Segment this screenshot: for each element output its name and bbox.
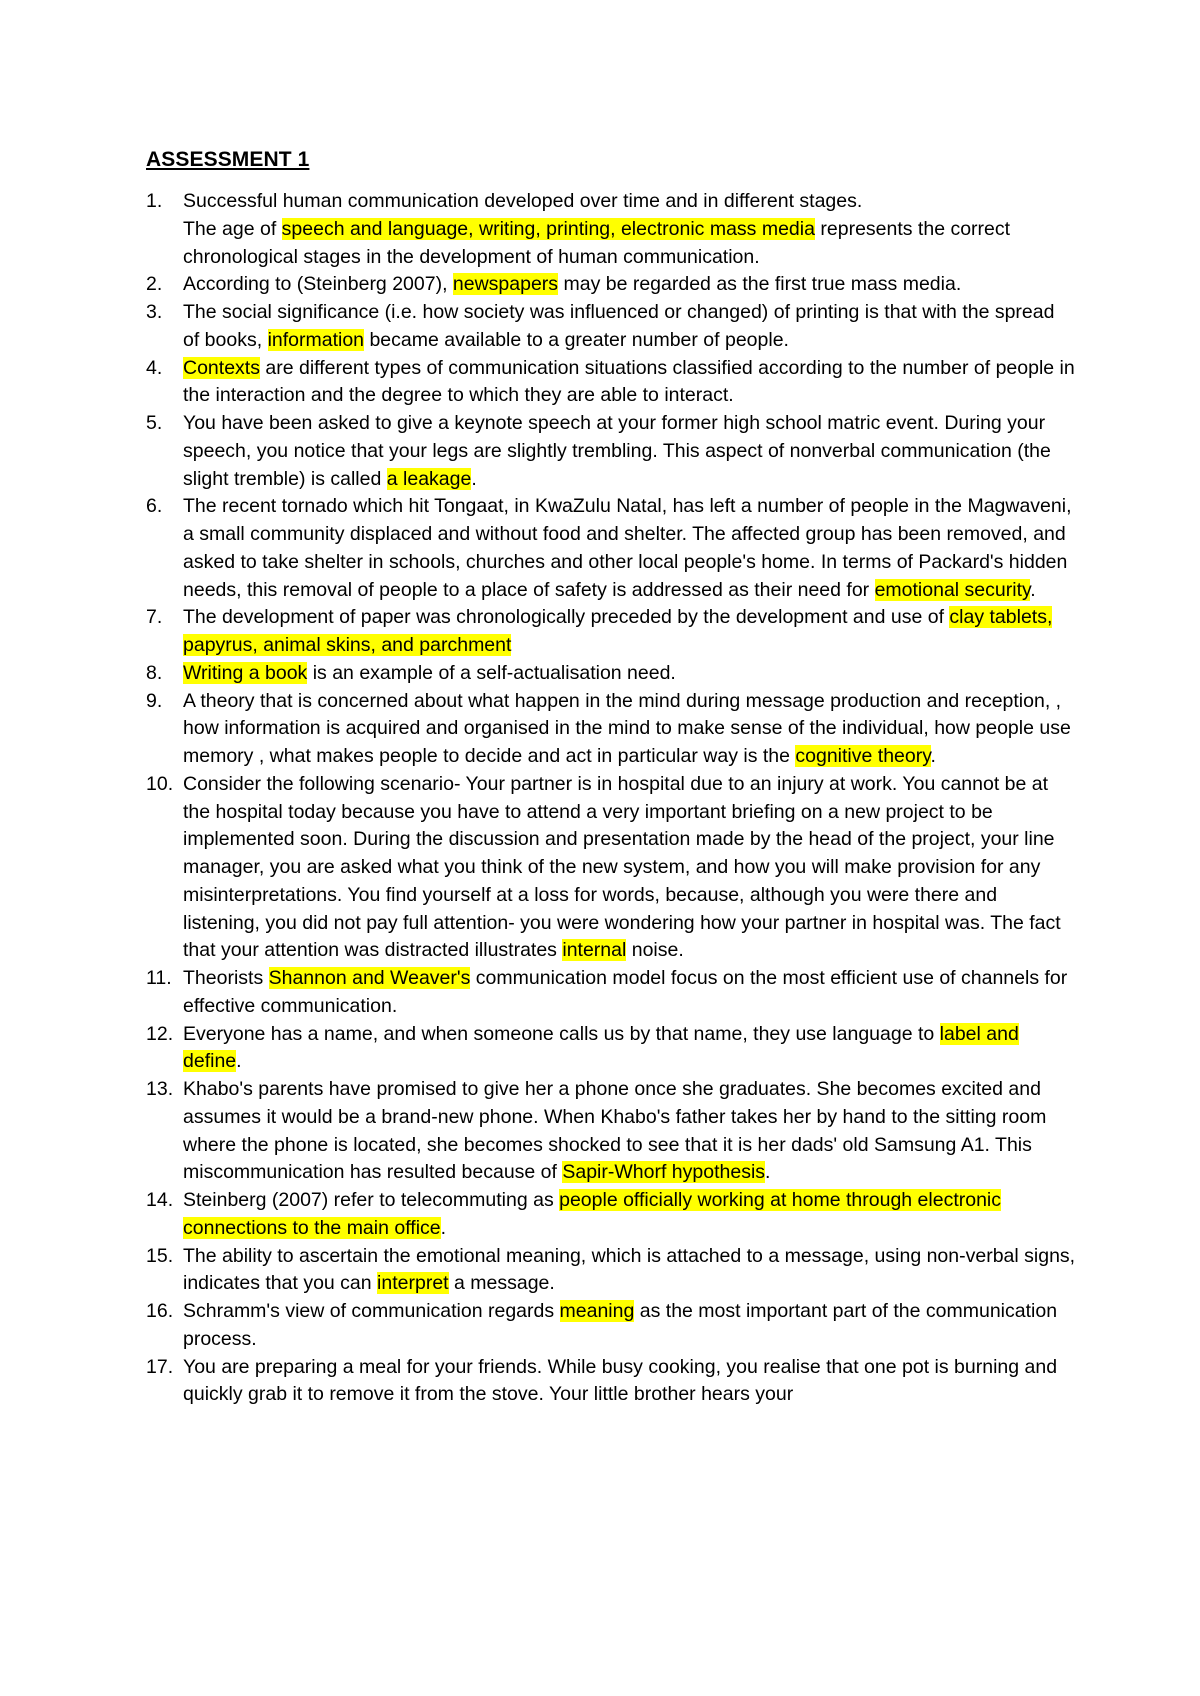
highlighted-answer: Writing a book	[183, 661, 308, 684]
question-item	[146, 604, 1076, 660]
highlighted-answer: speech and language, writing, printing, electronic mass media	[281, 217, 815, 240]
highlighted-answer: interpret	[377, 1272, 449, 1295]
highlighted-answer: newspapers	[452, 273, 559, 296]
highlighted-answer: emotional security	[874, 578, 1031, 601]
question-number: 17.	[146, 1355, 174, 1378]
question-item	[146, 410, 1076, 493]
question-text: The age of	[183, 217, 282, 240]
question-text: .	[930, 745, 936, 767]
question-item	[146, 688, 1076, 771]
question-number: 1.	[146, 190, 163, 212]
question-number: 12.	[146, 1022, 174, 1045]
question-item	[146, 355, 1076, 411]
question-text: are different types of communication situations classified according to the number of people in the interaction and the degree to which they are able to interact.	[183, 356, 1075, 407]
question-text: You have been asked to give a keynote speech at your former high school matric event. During your speech, you notice that your legs are slightly trembling. This aspect of nonverbal communication (the slight tremble) is called	[183, 412, 1051, 490]
question-number: 13.	[146, 1078, 174, 1100]
question-item	[146, 1243, 1076, 1299]
highlighted-answer: meaning	[559, 1300, 635, 1322]
question-number: 8.	[146, 661, 163, 684]
question-text: Theorists	[183, 967, 269, 989]
question-number: 2.	[146, 273, 163, 296]
question-item	[146, 771, 1076, 965]
question-number: 11.	[146, 967, 172, 989]
question-text: Steinberg (2007) refer to telecommuting as	[183, 1189, 560, 1211]
question-item	[146, 1354, 1076, 1410]
highlighted-answer: cognitive theory	[795, 745, 931, 767]
question-text: Consider the following scenario- Your partner is in hospital due to an injury at work. You cannot be at the hospital today because you have to attend a very important briefing on a new project to be implemented soon. During the discussion and presentation made by the head of the project, your line manager, you are asked what you think of the new system, and how you will make provision for any misinterpretations. You find yourself at a loss for words, because, although you were there and listening, you did not pay full attention- you were wondering how your partner in hospital was. The fact that your attention was distracted illustrates	[183, 772, 1061, 962]
question-number: 6.	[146, 495, 163, 518]
question-text: Schramm's view of communication regards	[183, 1300, 560, 1322]
question-item	[146, 1187, 1076, 1243]
highlighted-answer: Sapir-Whorf hypothesis	[562, 1161, 766, 1184]
question-number: 3.	[146, 301, 163, 323]
question-number: 15.	[146, 1244, 174, 1267]
highlighted-answer: Shannon and Weaver's	[268, 967, 471, 989]
question-item	[146, 493, 1076, 604]
question-text: communication model focus on the most efficient use of channels for effective communication.	[183, 967, 1068, 1017]
question-number: 9.	[146, 689, 163, 712]
question-number: 14.	[146, 1189, 174, 1211]
question-text: Khabo's parents have promised to give her a phone once she graduates. She becomes excited and assumes it would be a brand-new phone. When Khabo's father takes her by hand to the sitting room where the phone is located, she becomes shocked to see that it is her dads' old Samsung A1. This miscommunication has resulted because of	[183, 1078, 1047, 1184]
highlighted-answer: a leakage	[386, 467, 472, 490]
question-text: is an example of a self-actualisation need.	[307, 661, 676, 684]
question-text: became available to a greater number of people.	[364, 328, 789, 351]
highlighted-answer: people officially working at home through electronic connections to the main office	[183, 1189, 1002, 1239]
question-text: .	[236, 1050, 242, 1073]
question-text: Successful human communication developed over time and in different stages.	[183, 190, 863, 212]
question-text: a message.	[448, 1272, 555, 1295]
question-item	[146, 660, 1076, 688]
highlighted-answer: label and define	[183, 1022, 1019, 1073]
question-text: The recent tornado which hit Tongaat, in KwaZulu Natal, has left a number of people in the Magwaveni, a small community displaced and without food and shelter. The affected group has been removed, and asked to take shelter in schools, churches and other local people's home. In terms of Packard's hidden needs, this removal of people to a place of safety is addressed as their need for	[183, 495, 1072, 601]
question-text: represents the correct chronological stages in the development of human communication.	[183, 217, 1011, 268]
question-item	[146, 299, 1076, 355]
question-text: The ability to ascertain the emotional meaning, which is attached to a message, using non-verbal signs, indicates that you can	[183, 1244, 1076, 1295]
question-number: 10.	[146, 772, 174, 795]
question-number: 5.	[146, 412, 163, 434]
question-text: .	[440, 1216, 447, 1239]
question-text: .	[471, 467, 477, 490]
question-item	[146, 271, 1076, 299]
question-text: .	[765, 1161, 771, 1184]
question-number: 7.	[146, 606, 163, 629]
question-number: 4.	[146, 356, 163, 379]
question-item	[146, 1076, 1076, 1187]
question-item	[146, 1021, 1076, 1077]
highlighted-answer: clay tablets, papyrus, animal skins, and parchment	[183, 606, 1053, 656]
question-number: 16.	[146, 1300, 174, 1322]
question-text: as the most important part of the communication process.	[183, 1300, 1058, 1350]
page-title: ASSESSMENT 1	[146, 148, 310, 171]
question-text: The development of paper was chronologically preceded by the development and use of	[183, 606, 950, 629]
question-item	[146, 1298, 1076, 1354]
highlighted-answer: Contexts	[183, 356, 260, 379]
highlighted-answer: internal	[562, 939, 627, 962]
question-list	[146, 188, 1076, 1409]
question-text: The social significance (i.e. how society was influenced or changed) of printing is that with the spread of books,	[183, 301, 1055, 351]
question-text: According to (Steinberg 2007),	[183, 273, 453, 296]
question-text: Everyone has a name, and when someone calls us by that name, they use language to	[183, 1022, 940, 1045]
question-item	[146, 188, 1076, 271]
question-text: .	[1030, 578, 1036, 601]
highlighted-answer: information	[267, 328, 365, 351]
question-text: may be regarded as the first true mass media.	[558, 273, 962, 296]
question-text: You are preparing a meal for your friends. While busy cooking, you realise that one pot is burning and quickly grab it to remove it from the stove. Your little brother hears your	[183, 1355, 1058, 1406]
question-item	[146, 965, 1076, 1021]
question-text: A theory that is concerned about what happen in the mind during message production and reception, , how information is acquired and organised in the mind to make sense of the individual, how people use memory , what makes people to decide and act in particular way is the	[183, 689, 1071, 767]
question-text: noise.	[626, 939, 684, 962]
